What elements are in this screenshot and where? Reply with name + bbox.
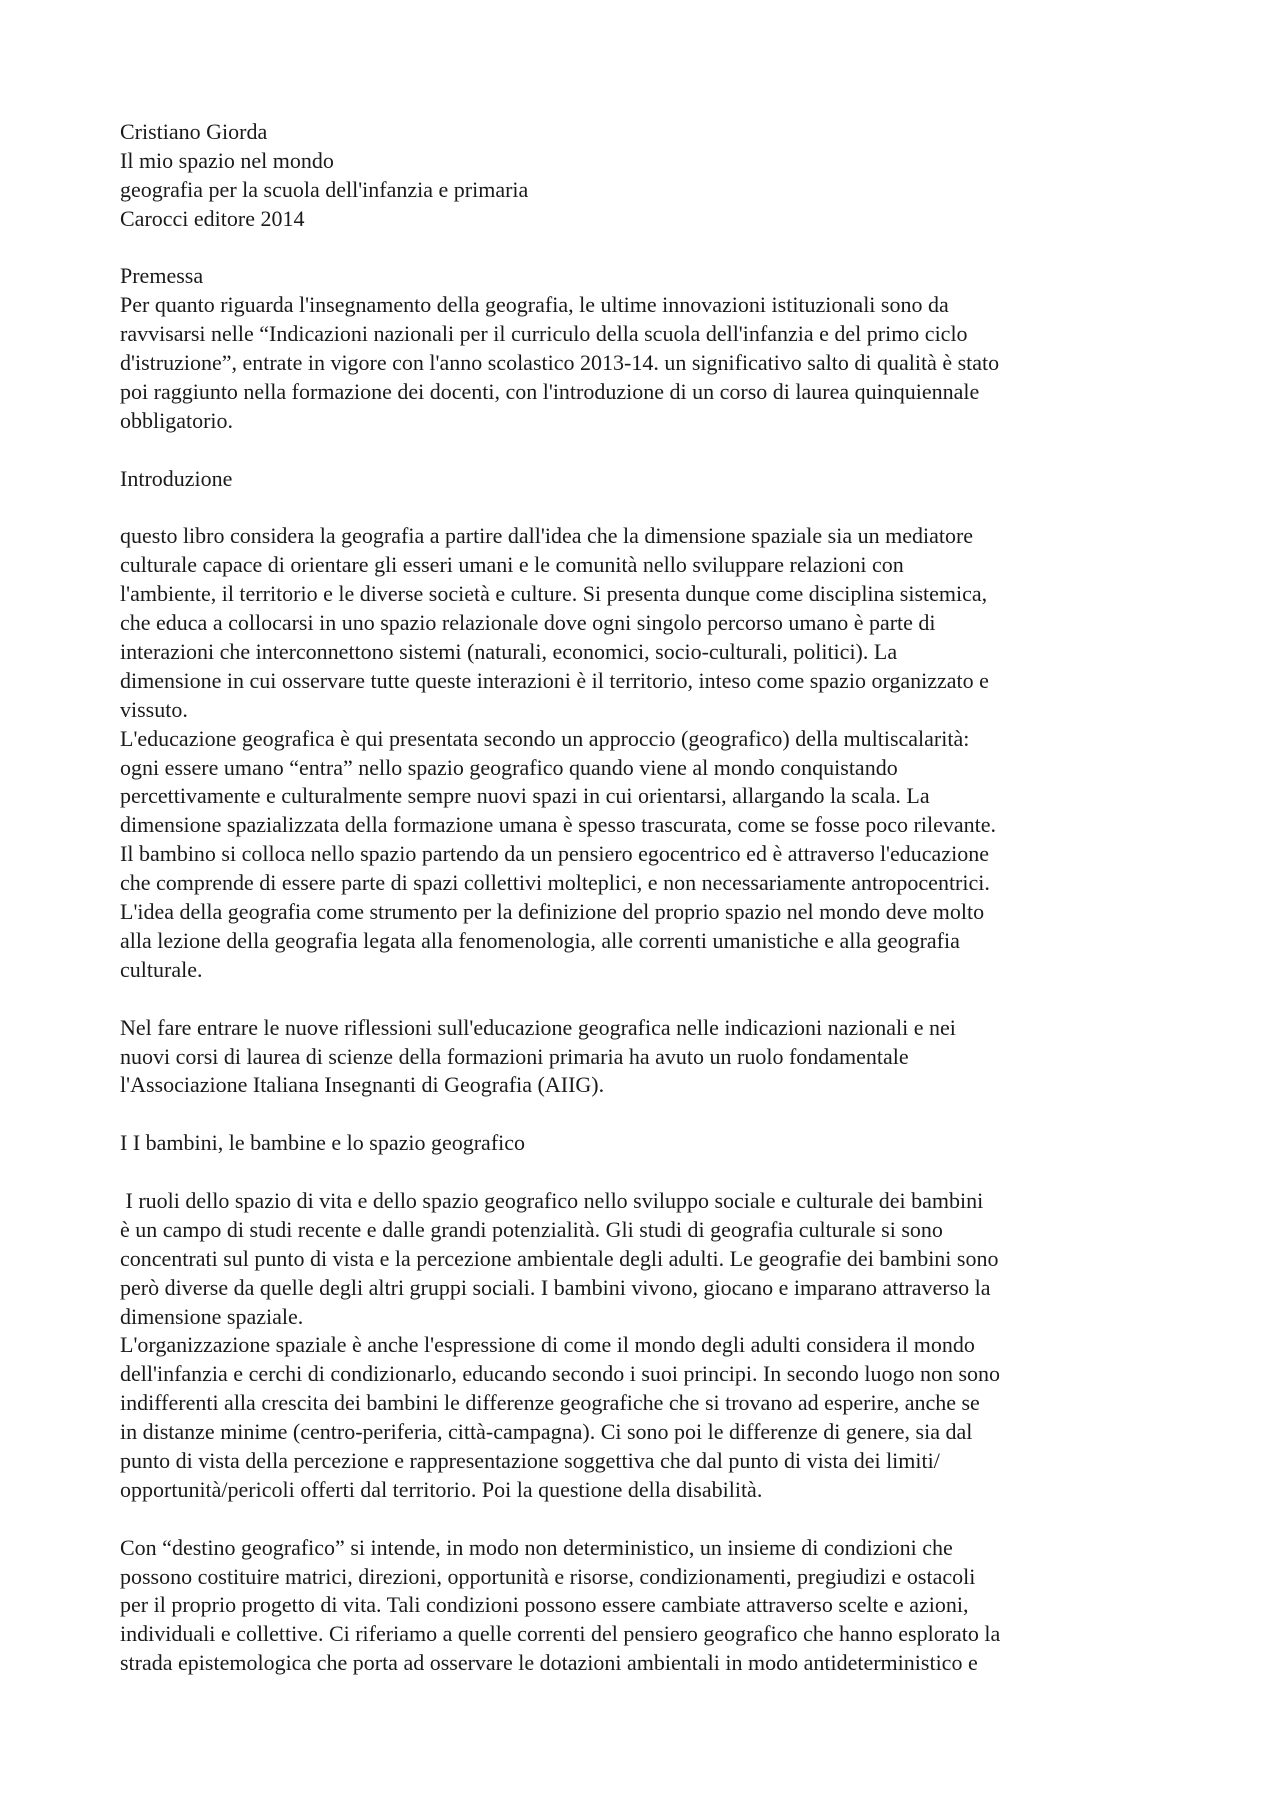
- intro-p2-line: l'Associazione Italiana Insegnanti di Geografia (AIIG).: [120, 1072, 605, 1098]
- ch1-p1-line: indifferenti alla crescita dei bambini le differenze geografiche che si trovano ad esperire, anche se: [120, 1390, 980, 1416]
- intro-p1-line: interazioni che interconnettono sistemi (naturali, economici, socio-culturali, politici). La: [120, 639, 898, 665]
- premessa-line: obbligatorio.: [120, 407, 234, 433]
- spacer: [120, 494, 1170, 523]
- intro-p1-line: L'educazione geografica è qui presentata secondo un approccio (geografico) della multiscalarità:: [120, 725, 970, 751]
- document-body: [120, 118, 1170, 1678]
- ch1-p2-line: possono costituire matrici, direzioni, opportunità e risorse, condizionamenti, pregiudizi e ostacoli: [120, 1563, 976, 1589]
- ch1-p1-line: dimensione spaziale.: [120, 1303, 304, 1329]
- spacer: [120, 1100, 1170, 1129]
- spacer: [120, 436, 1170, 465]
- intro-p1-line: che comprende di essere parte di spazi collettivi molteplici, e non necessariamente antropocentrici.: [120, 870, 990, 896]
- intro-p2-line: nuovi corsi di laurea di scienze della formazioni primaria ha avuto un ruolo fondamentale: [120, 1043, 909, 1069]
- author-name: Cristiano Giorda: [120, 119, 268, 144]
- ch1-p1-line: è un campo di studi recente e dalle grandi potenzialità. Gli studi di geografia culturale si sono: [120, 1216, 943, 1242]
- book-subtitle: geografia per la scuola dell'infanzia e primaria: [120, 176, 529, 202]
- ch1-p1-line: punto di vista della percezione e rappresentazione soggettiva che dal punto di vista dei limiti/: [120, 1447, 940, 1473]
- intro-p1-line: Il bambino si colloca nello spazio partendo da un pensiero egocentrico ed è attraverso l'educazione: [120, 841, 989, 867]
- intro-p2-line: Nel fare entrare le nuove riflessioni sull'educazione geografica nelle indicazioni nazionali e nei: [120, 1014, 956, 1040]
- premessa-line: Per quanto riguarda l'insegnamento della geografia, le ultime innovazioni istituzionali sono da: [120, 292, 949, 318]
- premessa-line: poi raggiunto nella formazione dei docenti, con l'introduzione di un corso di laurea quinquiennale: [120, 379, 980, 405]
- intro-p1-line: alla lezione della geografia legata alla fenomenologia, alle correnti umanistiche e alla geografia: [120, 927, 960, 953]
- intro-p1-line: l'ambiente, il territorio e le diverse società e culture. Si presenta dunque come disciplina sistemica,: [120, 581, 988, 607]
- ch1-p1-line: I ruoli dello spazio di vita e dello spazio geografico nello sviluppo sociale e culturale dei bambini: [120, 1187, 984, 1213]
- intro-p1-line: culturale capace di orientare gli esseri umani e le comunità nello sviluppare relazioni con: [120, 552, 904, 578]
- ch1-p1-line: in distanze minime (centro-periferia, città-campagna). Ci sono poi le differenze di genere, sia dal: [120, 1419, 973, 1445]
- premessa-line: d'istruzione”, entrate in vigore con l'anno scolastico 2013-14. un significativo salto di qualità è stato: [120, 350, 1000, 376]
- premessa-heading: Premessa: [120, 263, 204, 289]
- ch1-p1-line: dell'infanzia e cerchi di condizionarlo, educando secondo i suoi principi. In secondo luogo non sono: [120, 1361, 1001, 1387]
- intro-p1-line: dimensione in cui osservare tutte queste interazioni è il territorio, inteso come spazio organizzato e: [120, 667, 989, 693]
- introduzione-heading: Introduzione: [120, 465, 233, 491]
- publisher-info: Carocci editore 2014: [120, 205, 305, 231]
- intro-p1-line: percettivamente e culturalmente sempre nuovi spazi in cui orientarsi, allargando la scala. La: [120, 783, 930, 809]
- spacer: [120, 234, 1170, 263]
- intro-p1-line: L'idea della geografia come strumento per la definizione del proprio spazio nel mondo deve molto: [120, 899, 985, 925]
- ch1-p2-line: Con “destino geografico” si intende, in modo non deterministico, un insieme di condizioni che: [120, 1534, 953, 1560]
- spacer: [120, 1505, 1170, 1534]
- spacer: [120, 985, 1170, 1014]
- ch1-p1-line: L'organizzazione spaziale è anche l'espressione di come il mondo degli adulti considera il mondo: [120, 1332, 975, 1358]
- intro-p1-line: culturale.: [120, 956, 203, 982]
- book-title: Il mio spazio nel mondo: [120, 147, 334, 173]
- intro-p1-line: ogni essere umano “entra” nello spazio geografico quando viene al mondo conquistando: [120, 754, 898, 780]
- ch1-p1-line: concentrati sul punto di vista e la percezione ambientale degli adulti. Le geografie dei bambini sono: [120, 1245, 999, 1271]
- ch1-p2-line: individuali e collettive. Ci riferiamo a quelle correnti del pensiero geografico che hanno esplorato la: [120, 1621, 1001, 1647]
- ch1-p2-line: strada epistemologica che porta ad osservare le dotazioni ambientali in modo antideterministico e: [120, 1650, 978, 1676]
- spacer: [120, 1158, 1170, 1187]
- ch1-p2-line: per il proprio progetto di vita. Tali condizioni possono essere cambiate attraverso scelte e azioni,: [120, 1592, 969, 1618]
- chapter1-heading: I I bambini, le bambine e lo spazio geografico: [120, 1130, 526, 1156]
- premessa-line: ravvisarsi nelle “Indicazioni nazionali per il curriculo della scuola dell'infanzia e del primo ciclo: [120, 321, 968, 347]
- intro-p1-line: questo libro considera la geografia a partire dall'idea che la dimensione spaziale sia un mediatore: [120, 523, 974, 549]
- intro-p1-line: vissuto.: [120, 696, 188, 722]
- intro-p1-line: dimensione spazializzata della formazione umana è spesso trascurata, come se fosse poco rilevante.: [120, 812, 996, 838]
- intro-p1-line: che educa a collocarsi in uno spazio relazionale dove ogni singolo percorso umano è parte di: [120, 610, 936, 636]
- ch1-p1-line: però diverse da quelle degli altri gruppi sociali. I bambini vivono, giocano e imparano attraverso la: [120, 1274, 991, 1300]
- ch1-p1-line: opportunità/pericoli offerti dal territorio. Poi la questione della disabilità.: [120, 1476, 763, 1502]
